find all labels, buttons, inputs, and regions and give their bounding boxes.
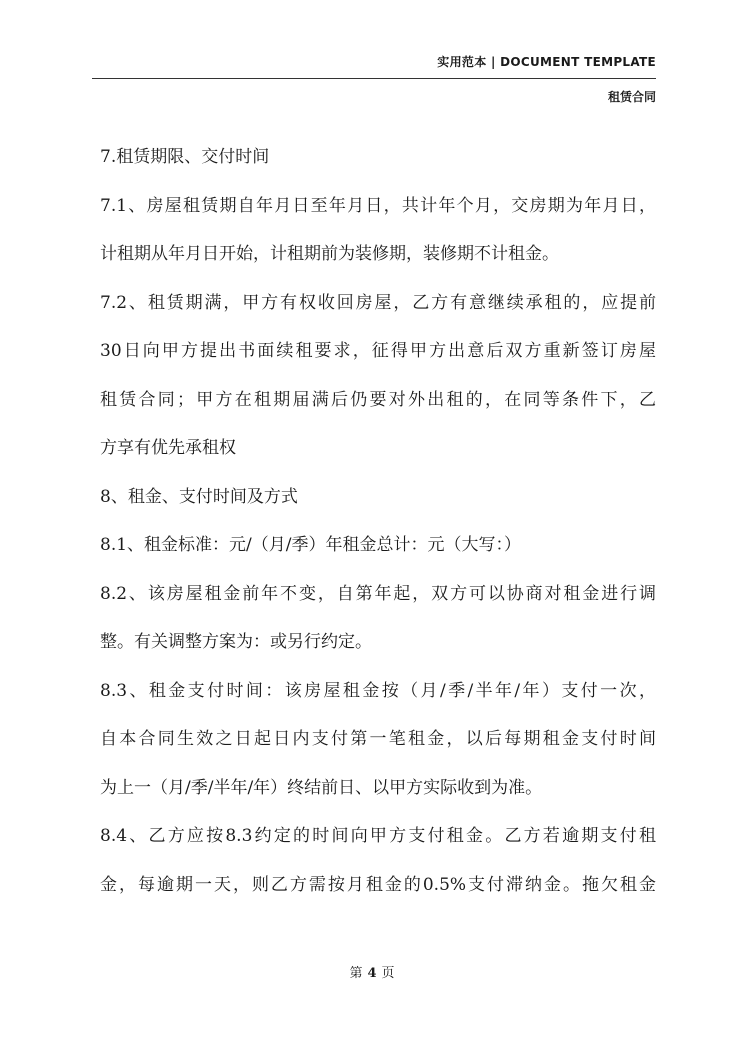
document-body [100, 142, 656, 918]
body-line: 租赁合同；甲方在租期届满后仍要对外出租的，在同等条件下，乙 [100, 389, 656, 410]
body-line: 为上一（月/季/半年/年）终结前日、以甲方实际收到为准。 [100, 777, 543, 798]
body-line: 8.3、租金支付时间：该房屋租金按（月/季/半年/年）支付一次， [100, 680, 656, 701]
body-line: 7.租赁期限、交付时间 [100, 147, 270, 167]
body-line: 30日向甲方提出书面续租要求，征得甲方出意后双方重新签订房屋 [100, 341, 656, 361]
page-number: 4 [367, 966, 377, 981]
page-header [92, 48, 656, 108]
body-line: 方享有优先承租权 [100, 438, 236, 458]
body-line: 7.1、房屋租赁期自年月日至年月日，共计年个月，交房期为年月日， [100, 195, 656, 216]
page-footer [0, 962, 744, 981]
body-line: 8、租金、支付时间及方式 [100, 486, 298, 507]
body-line: 自本合同生效之日起日内支付第一笔租金，以后每期租金支付时间 [100, 729, 656, 749]
body-line: 计租期从年月日开始，计租期前为装修期，装修期不计租金。 [100, 244, 559, 264]
footer-suffix: 页 [381, 966, 395, 981]
body-line: 8.4、乙方应按8.3约定的时间向甲方支付租金。乙方若逾期支付租 [100, 826, 656, 846]
header-divider [92, 78, 656, 79]
header-subtitle: 租赁合同 [607, 90, 656, 104]
footer-prefix: 第 [349, 966, 363, 981]
body-line: 整。有关调整方案为：或另行约定。 [100, 632, 372, 652]
body-line: 金，每逾期一天，则乙方需按月租金的0.5%支付滞纳金。拖欠租金 [100, 874, 656, 895]
body-line: 8.1、租金标准：元/（月/季）年租金总计：元（大写：） [100, 535, 521, 555]
body-line: 8.2、该房屋租金前年不变，自第年起，双方可以协商对租金进行调 [100, 583, 656, 604]
header-title: 实用范本 | DOCUMENT TEMPLATE [437, 55, 656, 69]
body-line: 7.2、租赁期满，甲方有权收回房屋，乙方有意继续承租的，应提前 [100, 292, 656, 313]
